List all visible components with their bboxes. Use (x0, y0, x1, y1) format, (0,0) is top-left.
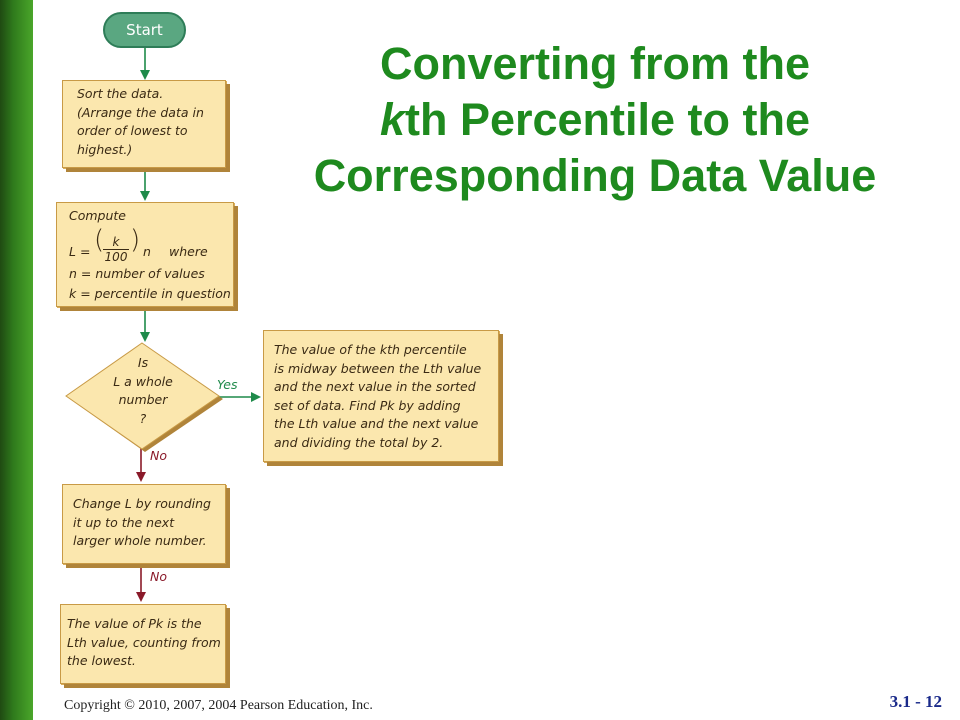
yes-label: Yes (217, 377, 238, 392)
formula-fraction (103, 235, 129, 264)
sort-data-box (62, 80, 226, 168)
compute-heading: Compute (69, 208, 127, 223)
midway-line-4: set of data. Find Pk by adding (274, 397, 461, 413)
decision-text (68, 354, 218, 428)
midway-line-6: and dividing the total by 2. (274, 434, 444, 450)
title-line-1: Converting from the (379, 38, 810, 89)
round-line-3: larger whole number. (73, 533, 207, 548)
round-up-box (62, 484, 226, 564)
no-label-1: No (150, 448, 167, 463)
midway-line-1: The value of the kth percentile (274, 342, 467, 357)
decision-line-2: L a whole (113, 373, 173, 389)
midway-line-3: and the next value in the sorted (274, 379, 476, 394)
formula-numerator: k (103, 235, 129, 250)
final-line-2: Lth value, counting from (67, 634, 221, 650)
percentile-formula (69, 225, 229, 265)
decision-line-4: ? (139, 410, 147, 426)
title-line-3: Corresponding Data Value (313, 150, 877, 201)
formula-left-paren: ( (94, 225, 105, 255)
sort-line-3: order of lowest to (77, 123, 188, 138)
sort-line-4: highest.) (77, 141, 133, 157)
title-line-2-rest: th Percentile to the (404, 94, 811, 145)
slide-number: 3.1 - 12 (889, 692, 942, 711)
no-label-2: No (150, 569, 167, 584)
final-value-box (60, 604, 226, 684)
title-k: k (379, 94, 405, 145)
copyright-notice: Copyright © 2010, 2007, 2004 Pearson Education, Inc. (64, 698, 373, 713)
midway-line-2: is midway between the Lth value (274, 360, 482, 376)
decision-line-1: Is (137, 355, 149, 370)
compute-box (56, 202, 234, 307)
definition-n: n = number of values (69, 266, 205, 281)
formula-denominator: 100 (104, 250, 128, 264)
formula-right-paren: ) (130, 225, 141, 255)
midway-line-5: the Lth value and the next value (274, 416, 479, 431)
final-line-1: The value of Pk is the (67, 616, 202, 631)
start-terminal: Start (103, 12, 186, 48)
round-line-1: Change L by rounding (73, 496, 211, 511)
midway-result-box (263, 330, 499, 462)
formula-rhs: n (143, 244, 151, 259)
formula-where: where (169, 244, 208, 259)
decision-line-3: number (118, 392, 168, 407)
sort-line-1: Sort the data. (77, 86, 164, 101)
definition-k: k = percentile in question (69, 286, 231, 301)
final-line-3: the lowest. (67, 653, 136, 668)
round-line-2: it up to the next (73, 514, 175, 530)
formula-lhs: L = (69, 244, 91, 259)
sort-line-2: (Arrange the data in (77, 104, 204, 120)
